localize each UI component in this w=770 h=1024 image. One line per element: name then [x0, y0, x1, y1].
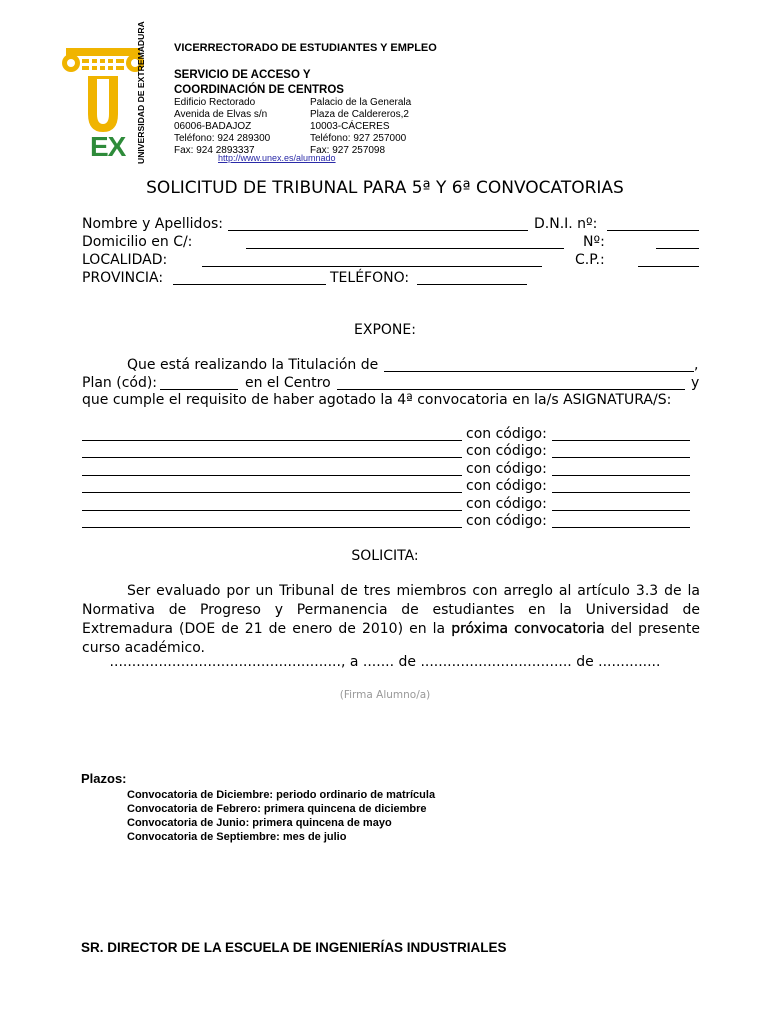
- titulacion-label: Que está realizando la Titulación de: [127, 357, 379, 373]
- codigo-label: con código:: [466, 443, 547, 460]
- codigo-label: con código:: [466, 478, 547, 495]
- centro-field[interactable]: [337, 389, 685, 390]
- plazo-item: Convocatoria de Diciembre: periodo ordinario de matrícula: [127, 789, 436, 801]
- codigo-field[interactable]: [552, 527, 690, 528]
- asignatura-field[interactable]: [82, 475, 462, 476]
- domicilio-field[interactable]: [246, 248, 564, 249]
- nombre-field[interactable]: [228, 230, 528, 231]
- solicita-text-end: del presente curso académico.: [82, 621, 700, 656]
- asignatura-field[interactable]: [82, 492, 462, 493]
- asignatura-field[interactable]: [82, 510, 462, 511]
- y-label: y: [691, 375, 700, 391]
- codigo-label: con código:: [466, 513, 547, 529]
- nombre-label: Nombre y Apellidos:: [82, 216, 224, 232]
- address-line: Teléfono: 924 289300: [174, 133, 271, 144]
- org-title: VICERRECTORADO DE ESTUDIANTES Y EMPLEO: [174, 42, 437, 54]
- codigo-field[interactable]: [552, 475, 690, 476]
- address-line: 06006-BADAJOZ: [174, 121, 252, 132]
- document-title: SOLICITUD DE TRIBUNAL PARA 5ª Y 6ª CONVOCATORIAS: [146, 178, 624, 198]
- centro-label: en el Centro: [245, 375, 331, 391]
- titulacion-field[interactable]: [384, 371, 694, 372]
- asignatura-field[interactable]: [82, 527, 462, 528]
- asignatura-field[interactable]: [82, 457, 462, 458]
- address-line: Plaza de Caldereros,2: [310, 109, 409, 120]
- service-line-2: COORDINACIÓN DE CENTROS: [174, 84, 344, 96]
- addressee: SR. DIRECTOR DE LA ESCUELA DE INGENIERÍAS INDUSTRIALES: [81, 940, 507, 955]
- address-line: Palacio de la Generala: [310, 97, 412, 108]
- localidad-label: LOCALIDAD:: [82, 252, 168, 268]
- logo-ex-letters: EX: [90, 131, 126, 162]
- address-line: Fax: 927 257098: [310, 145, 386, 156]
- address-line: Teléfono: 927 257000: [310, 133, 407, 144]
- requisito-text: que cumple el requisito de haber agotado la 4ª convocatoria en la/s ASIGNATURA/S:: [82, 392, 672, 408]
- codigo-label: con código:: [466, 426, 547, 442]
- expone-heading: EXPONE:: [354, 322, 416, 338]
- plazo-item: Convocatoria de Febrero: primera quincena de diciembre: [127, 803, 427, 815]
- solicita-text: Ser evaluado por un Tribunal de tres miembros con arreglo al artículo 3.3 de la Normativa de Progreso y Permanencia de estudiantes en la Universidad de Extremadura (DOE de 21 de enero de 2010) en la: [82, 583, 700, 637]
- provincia-field[interactable]: [173, 284, 326, 285]
- service-title: [174, 68, 344, 98]
- fecha-line[interactable]: ...................................................., a ....... de .................................. de ..............: [109, 654, 661, 670]
- plazo-item: Convocatoria de Septiembre: mes de julio: [127, 831, 347, 843]
- numero-field[interactable]: [656, 248, 699, 249]
- badajoz-address: [174, 97, 270, 157]
- codigo-field[interactable]: [552, 510, 690, 511]
- service-line-1: SERVICIO DE ACCESO Y: [174, 69, 311, 81]
- address-line: Fax: 924 2893337: [174, 145, 255, 156]
- caceres-address: [310, 97, 411, 157]
- asignatura-field[interactable]: [82, 440, 462, 441]
- solicita-paragraph: [82, 582, 700, 658]
- telefono-label: TELÉFONO:: [330, 270, 410, 286]
- address-line: Edificio Rectorado: [174, 97, 256, 108]
- plazos-heading: Plazos:: [81, 771, 127, 786]
- titulacion-comma: ,: [694, 357, 699, 373]
- plan-field[interactable]: [160, 389, 238, 390]
- solicita-bold-text: próxima convocatoria: [451, 621, 605, 637]
- provincia-label: PROVINCIA:: [82, 270, 164, 286]
- website-link[interactable]: http://www.unex.es/alumnado: [218, 153, 336, 163]
- codigo-field[interactable]: [552, 440, 690, 441]
- plan-label: Plan (cód):: [82, 375, 158, 391]
- address-line: Avenida de Elvas s/n: [174, 109, 268, 120]
- domicilio-label: Domicilio en C/:: [82, 234, 193, 250]
- plazo-item: Convocatoria de Junio: primera quincena de mayo: [127, 817, 392, 829]
- address-line: 10003-CÁCERES: [310, 121, 390, 132]
- dni-field[interactable]: [607, 230, 699, 231]
- logo-vertical-text: UNIVERSIDAD DE EXTREMADURA: [136, 21, 146, 164]
- university-logo: [60, 21, 160, 170]
- codigo-label: con código:: [466, 460, 547, 477]
- solicita-heading: SOLICITA:: [351, 548, 419, 564]
- dni-label: D.N.I. nº:: [534, 216, 598, 232]
- cp-field[interactable]: [638, 266, 699, 267]
- codigo-label: con código:: [466, 495, 547, 512]
- firma-label: (Firma Alumno/a): [339, 689, 431, 701]
- codigo-field[interactable]: [552, 457, 690, 458]
- localidad-field[interactable]: [202, 266, 542, 267]
- telefono-field[interactable]: [417, 284, 527, 285]
- cp-label: C.P.:: [575, 252, 605, 268]
- numero-label: Nº:: [583, 234, 605, 250]
- plazos-list: [127, 788, 435, 844]
- codigo-field[interactable]: [552, 492, 690, 493]
